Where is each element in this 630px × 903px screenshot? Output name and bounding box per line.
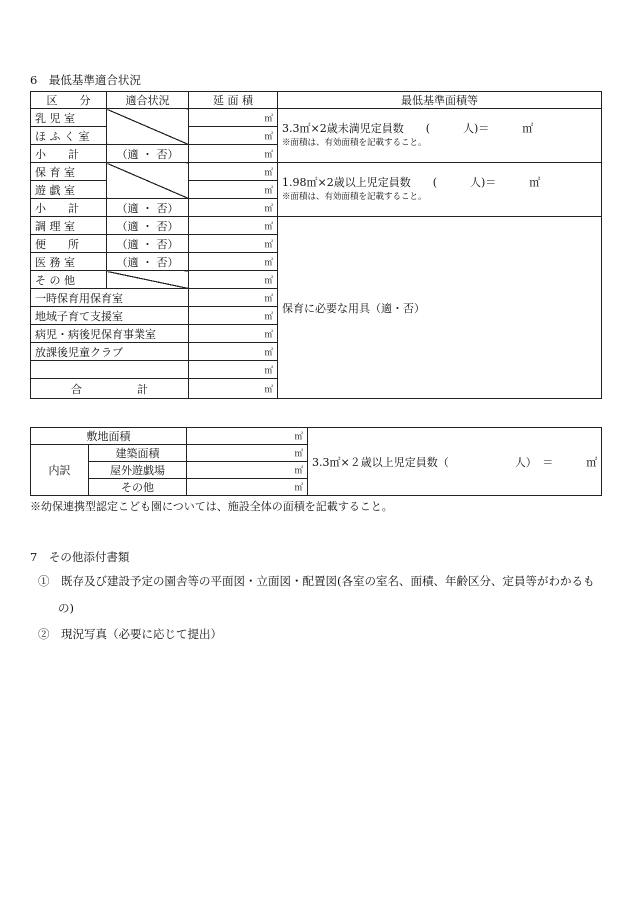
compliance-na-cell (107, 109, 189, 145)
site-area-table (30, 427, 602, 496)
area-unit: ㎡ (189, 163, 278, 181)
area-unit: ㎡ (189, 289, 278, 307)
table-row (31, 428, 602, 445)
equipment-cell (278, 217, 602, 399)
header-category: 区 分 (31, 92, 107, 109)
compliance-status: （適 ・ 否） (107, 217, 189, 235)
minimum-standards-table (30, 91, 602, 399)
header-floor-area: 延 面 積 (189, 92, 278, 109)
row-label-other: そ の 他 (31, 271, 107, 289)
breakdown-label: 内訳 (31, 445, 89, 496)
over2-note-cell (278, 163, 602, 217)
area-unit: ㎡ (189, 307, 278, 325)
area-unit: ㎡ (189, 199, 278, 217)
attachment-item-2: ② 現況写真（必要に応じて提出） (38, 627, 222, 641)
row-label-play-room: 遊 戯 室 (31, 181, 107, 199)
compliance-status: （適 ・ 否） (107, 253, 189, 271)
area-unit: ㎡ (189, 217, 278, 235)
row-label-toilet: 便 所 (31, 235, 107, 253)
row-label-medical-room: 医 務 室 (31, 253, 107, 271)
area-note: ※面積は、有効面積を記載すること。 (282, 191, 427, 202)
row-label-sick-child-care: 病児・病後児保育事業室 (31, 325, 189, 343)
site-area-label: 敷地面積 (31, 428, 187, 445)
compliance-status: （適 ・ 否） (107, 235, 189, 253)
attachment-item-1-continued: の) (58, 601, 74, 615)
row-label-blank (31, 361, 189, 379)
under2-formula: 3.3㎡×2歳未満児定員数 ( 人)＝ ㎡ (282, 121, 534, 135)
attachment-item-1: ① 既存及び建設予定の園舎等の平面図・立面図・配置図(各室の室名、面積、年齢区分、定員等がわかるも (38, 574, 595, 588)
area-unit: ㎡ (189, 109, 278, 127)
compliance-na-cell (107, 271, 189, 289)
table-row (31, 109, 602, 127)
row-label-kitchen: 調 理 室 (31, 217, 107, 235)
row-label-infant-room: 乳 児 室 (31, 109, 107, 127)
row-label-crawling-room: ほ ふ く 室 (31, 127, 107, 145)
area-unit: ㎡ (187, 428, 308, 445)
area-unit: ㎡ (187, 445, 308, 462)
other-area-label: その他 (89, 479, 187, 496)
compliance-status: （適 ・ 否） (107, 199, 189, 217)
row-label-afterschool-club: 放課後児童クラブ (31, 343, 189, 361)
area-unit: ㎡ (189, 145, 278, 163)
area-unit: ㎡ (189, 235, 278, 253)
area-unit: ㎡ (189, 271, 278, 289)
area-unit: ㎡ (189, 253, 278, 271)
area-unit: ㎡ (187, 462, 308, 479)
area-unit: ㎡ (189, 343, 278, 361)
compliance-na-cell (107, 163, 189, 199)
under2-note-cell (278, 109, 602, 163)
area-unit: ㎡ (189, 325, 278, 343)
equipment-note: 保育に必要な用具（適・否） (282, 301, 425, 315)
site-note-cell (308, 428, 602, 496)
row-label-total: 合 計 (31, 379, 189, 399)
table-row (31, 217, 602, 235)
outdoor-playground-label: 屋外遊戯場 (89, 462, 187, 479)
over2-formula: 1.98㎡×2歳以上児定員数 ( 人)＝ ㎡ (282, 175, 541, 189)
building-area-label: 建築面積 (89, 445, 187, 462)
row-label-subtotal: 小 計 (31, 199, 107, 217)
compliance-status: （適 ・ 否） (107, 145, 189, 163)
area-unit: ㎡ (187, 479, 308, 496)
row-label-community-support: 地域子育て支援室 (31, 307, 189, 325)
row-label-temporary-care: 一時保育用保育室 (31, 289, 189, 307)
section6-title: 6 最低基準適合状況 (30, 73, 141, 87)
site-note: 3.3㎡×２歳以上児定員数（ 人） ＝ ㎡ (312, 455, 598, 469)
table-row (31, 163, 602, 181)
table-header-row (31, 92, 602, 109)
area-unit: ㎡ (189, 379, 278, 399)
row-label-nursery-room: 保 育 室 (31, 163, 107, 181)
area-unit: ㎡ (189, 181, 278, 199)
section7-title: 7 その他添付書類 (30, 550, 130, 564)
kodomoen-note: ※幼保連携型認定こども園については、施設全体の面積を記載すること。 (30, 500, 393, 513)
area-unit: ㎡ (189, 127, 278, 145)
area-note: ※面積は、有効面積を記載すること。 (282, 137, 427, 148)
header-minimum-area: 最低基準面積等 (278, 92, 602, 109)
row-label-subtotal: 小 計 (31, 145, 107, 163)
header-compliance: 適合状況 (107, 92, 189, 109)
area-unit: ㎡ (189, 361, 278, 379)
